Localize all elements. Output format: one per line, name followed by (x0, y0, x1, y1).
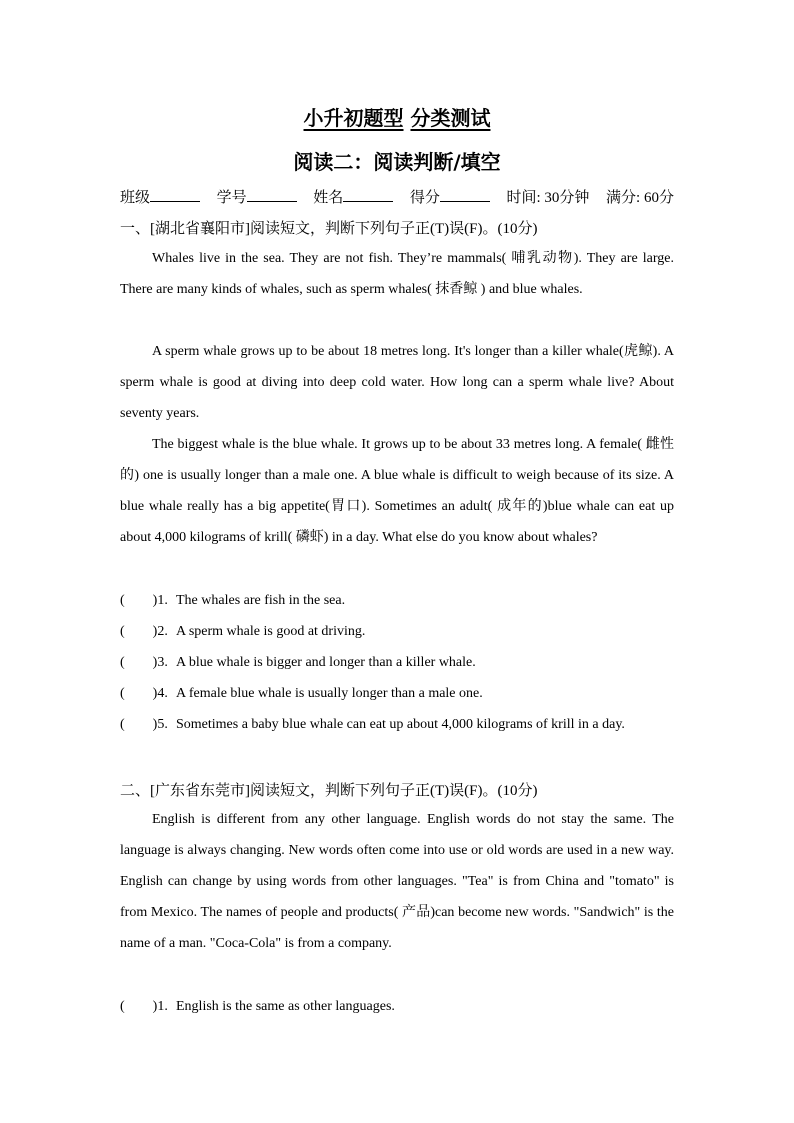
section-1-paragraph-1: Whales live in the sea. They are not fish. They’re mammals( 哺乳动物). They are large. There are many kinds of whales, such as sperm whales( 抹香鲸 ) and blue whales. (120, 251, 674, 297)
number-blank (247, 189, 297, 202)
title-part-2: 分类测试 (410, 106, 491, 130)
class-blank (150, 189, 200, 202)
question-item (120, 616, 674, 647)
answer-paren[interactable]: ( )1. (120, 999, 168, 1014)
question-text: The whales are fish in the sea. (176, 593, 346, 608)
score-label: 得分 (409, 190, 440, 206)
info-line (120, 186, 674, 207)
number-label: 学号 (216, 190, 247, 206)
full-score-label: 满分: 60分 (606, 190, 674, 206)
question-item (120, 647, 674, 678)
name-field (313, 186, 393, 207)
section-2-heading: 二、[广东省东莞市]阅读短文，判断下列句子正(T)误(F)。(10分) (120, 783, 538, 799)
section-1-paragraph-3: The biggest whale is the blue whale. It grows up to be about 33 metres long. A female( 雌性的) one is usually longer than a male one. A blue whale is difficult to weigh because of its size. A blue whale really has a big appetite(胃口). Sometimes an adult( 成年的)blue whale can eat up about 4,000 kilograms of krill( 磷虾) in a day. What else do you know about whales? (120, 437, 674, 545)
class-field (120, 186, 200, 207)
question-text: Sometimes a baby blue whale can eat up about 4,000 kilograms of krill in a day. (176, 717, 625, 732)
section-1-paragraph-2: A sperm whale grows up to be about 18 metres long. It's longer than a killer whale(虎鲸). A sperm whale is good at diving into deep cold water. How long can a sperm whale live? About seventy years. (120, 344, 674, 421)
title-part-1: 小升初题型 (303, 106, 404, 130)
answer-paren[interactable]: ( )4. (120, 686, 168, 701)
question-item (120, 678, 674, 709)
name-blank (343, 189, 393, 202)
score-blank (440, 189, 490, 202)
number-field (217, 186, 297, 207)
answer-paren[interactable]: ( )3. (120, 655, 168, 670)
question-text: A female blue whale is usually longer than a male one. (176, 686, 483, 701)
class-label: 班级 (120, 190, 151, 206)
question-item (120, 585, 674, 616)
time-label: 时间: 30分钟 (506, 190, 590, 206)
question-text: A sperm whale is good at driving. (176, 624, 366, 639)
page-title (0, 102, 794, 131)
page-subtitle: 阅读二：阅读判断/填空 (293, 150, 501, 174)
section-1-heading: 一、[湖北省襄阳市]阅读短文，判断下列句子正(T)误(F)。(10分) (120, 221, 538, 237)
answer-paren[interactable]: ( )2. (120, 624, 168, 639)
question-text: A blue whale is bigger and longer than a killer whale. (176, 655, 476, 670)
section-2-paragraph-1: English is different from any other language. English words do not stay the same. The language is always changing. New words often come into use or old words are used in a new way. English can change by using words from other languages. "Tea" is from China and "tomato" is from Mexico. The names of people and products( 产品)can become new words. "Sandwich" is the name of a man. "Coca-Cola" is from a company. (120, 812, 674, 951)
name-label: 姓名 (313, 190, 344, 206)
score-field (410, 186, 490, 207)
answer-paren[interactable]: ( )1. (120, 593, 168, 608)
question-item (120, 991, 674, 1022)
question-text: English is the same as other languages. (176, 999, 395, 1014)
answer-paren[interactable]: ( )5. (120, 717, 168, 732)
question-item (120, 709, 674, 740)
